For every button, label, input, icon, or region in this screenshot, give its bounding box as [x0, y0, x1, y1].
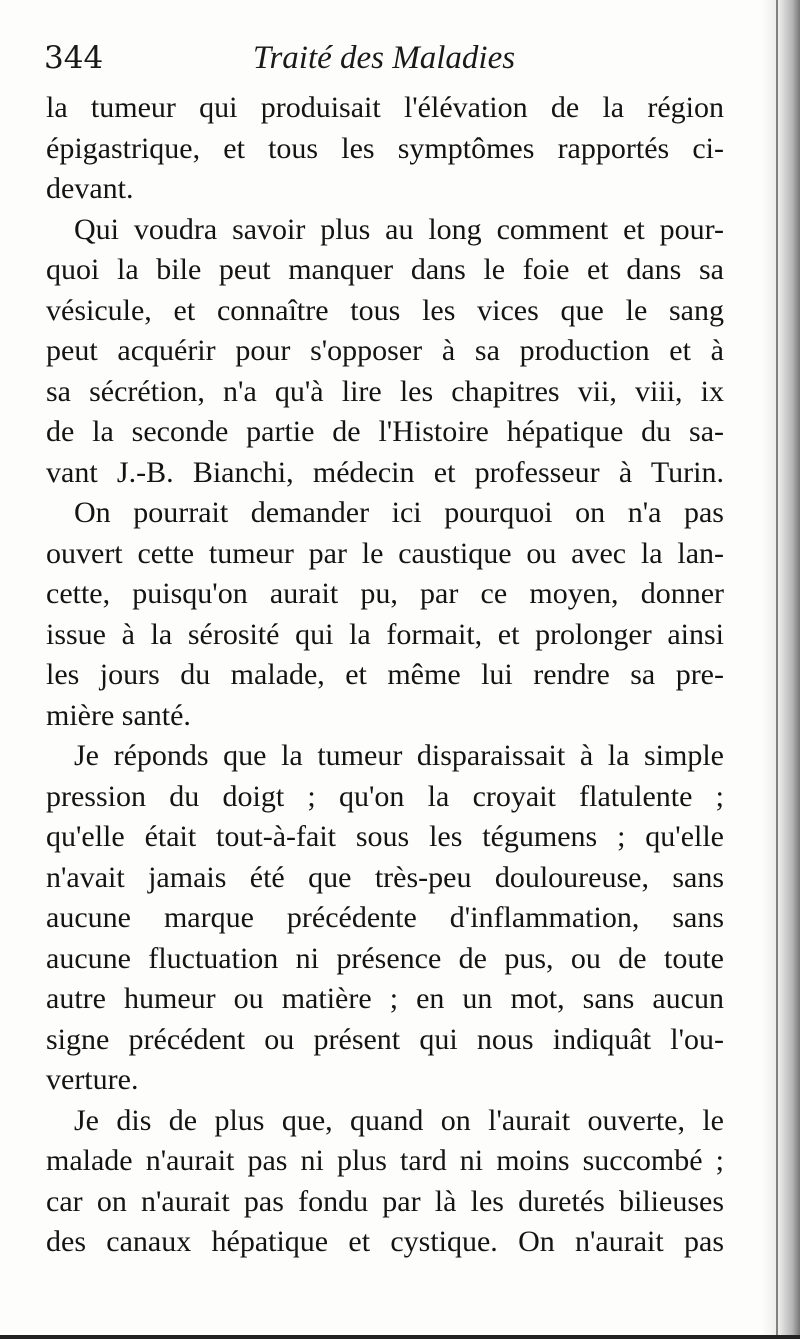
text-line: peut acquérir pour s'opposer à sa production et à: [46, 334, 724, 367]
text-line: Qui voudra savoir plus au long comment et pour-: [74, 212, 724, 246]
text-line: les jours du malade, et même lui rendre sa pre-: [46, 658, 724, 691]
text-line: On pourrait demander ici pourquoi on n'a pas: [74, 496, 724, 529]
body-text: [46, 88, 724, 1263]
text-line: des canaux hépatique et cystique. On n'aurait pas: [46, 1225, 724, 1258]
text-line: devant.: [46, 172, 134, 205]
text-line: malade n'aurait pas ni plus tard ni moins succombé ;: [46, 1144, 724, 1177]
page-number: 344: [44, 40, 104, 76]
text-line: signe précédent ou présent qui nous indiquât l'ou-: [46, 1022, 724, 1056]
text-line: car on n'aurait pas fondu par là les duretés bilieuses: [46, 1184, 724, 1218]
text-line: mière santé.: [46, 698, 191, 732]
text-line: la tumeur qui produisait l'élévation de la région: [46, 91, 724, 124]
text-line: vésicule, et connaître tous les vices que le sang: [46, 293, 724, 327]
text-line: ouvert cette tumeur par le caustique ou avec la lan-: [46, 536, 724, 570]
paragraph: [46, 493, 724, 736]
text-line: de la seconde partie de l'Histoire hépatique du sa-: [46, 415, 724, 448]
page-edge-shadow: [762, 0, 800, 1339]
text-line: aucune marque précédente d'inflammation, sans: [46, 901, 724, 934]
text-line: quoi la bile peut manquer dans le foie et dans sa: [46, 253, 724, 286]
text-line: verture.: [46, 1063, 139, 1096]
paragraph: [46, 210, 724, 494]
page-edge-line: [776, 0, 778, 1339]
paragraph: [46, 736, 724, 1101]
text-line: Je dis de plus que, quand on l'aurait ouverte, le: [74, 1103, 724, 1137]
text-line: pression du doigt ; qu'on la croyait flatulente ;: [46, 779, 724, 813]
paragraph: [46, 1101, 724, 1263]
text-line: Je réponds que la tumeur disparaissait à la simple: [74, 739, 724, 772]
text-line: épigastrique, et tous les symptômes rapportés ci-: [46, 131, 724, 165]
text-line: n'avait jamais été que très-peu douloureuse, sans: [46, 860, 724, 894]
text-line: aucune fluctuation ni présence de pus, ou de toute: [46, 941, 724, 975]
text-line: autre humeur ou matière ; en un mot, sans aucun: [46, 982, 724, 1015]
page-header: [44, 36, 724, 80]
text-line: qu'elle était tout-à-fait sous les tégumens ; qu'elle: [46, 820, 724, 853]
bottom-edge: [0, 1335, 800, 1339]
running-title: Traité des Maladies: [252, 40, 516, 76]
text-line: issue à la sérosité qui la formait, et prolonger ainsi: [46, 617, 724, 651]
paragraph: [46, 88, 724, 210]
text-line: vant J.-B. Bianchi, médecin et professeur à Turin.: [46, 455, 724, 489]
text-line: sa sécrétion, n'a qu'à lire les chapitres vii, viii, ix: [46, 374, 724, 408]
text-line: cette, puisqu'on aurait pu, par ce moyen, donner: [46, 577, 724, 610]
